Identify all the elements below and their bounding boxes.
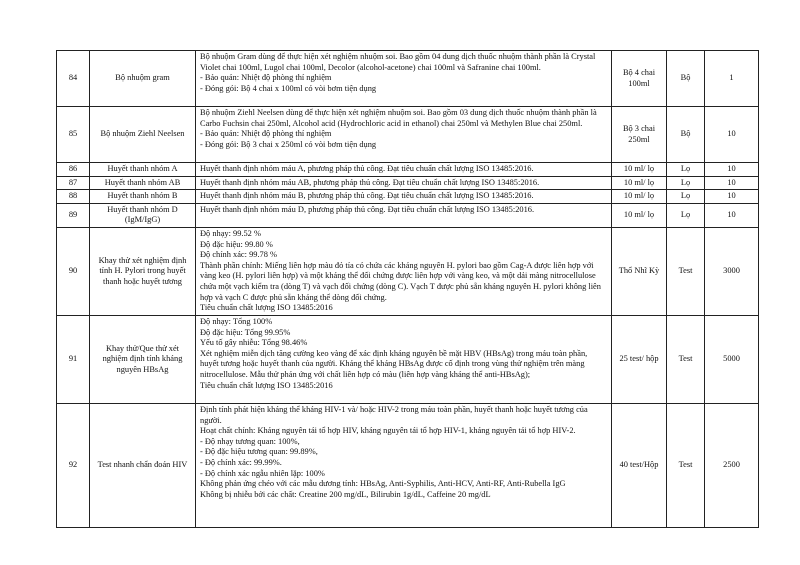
description-line: Thành phần chính: Miếng liên hợp màu đỏ tía có chứa các kháng nguyên H. pylori bao gồm Cag-A được liên hợp với vàng keo (H. pylori liên hợp) và một kháng thể đối chứng được liên hợp với vàng keo, và một dải màng nitrocellulose chứa một vạch kiểm tra (dòng T) và vạch đối chứng (dòng C). Vạch T được phủ sẵn kháng nguyên H. pylori không liên hợp và vạch C được phủ sẵn kháng thể dòng đối chứng. bbox=[200, 260, 601, 302]
row-number-cell: 87 bbox=[57, 176, 90, 190]
row-number-cell: 86 bbox=[57, 163, 90, 177]
description-line: - Độ chính xác: 99.99%. bbox=[200, 457, 282, 467]
row-number-cell: 88 bbox=[57, 190, 90, 204]
quantity-cell: 2500 bbox=[705, 403, 759, 527]
table-row bbox=[57, 51, 759, 107]
description-line: Độ đặc hiệu: Tổng 99.95% bbox=[200, 327, 291, 337]
unit-cell: Lọ bbox=[667, 163, 705, 177]
packaging-cell: 10 ml/ lọ bbox=[612, 176, 667, 190]
packaging-cell: 40 test/Hộp bbox=[612, 403, 667, 527]
packaging-cell: Bộ 4 chai 100ml bbox=[612, 51, 667, 107]
description-line: Không bị nhiễu bởi các chất: Creatine 200 mg/dL, Bilirubin 1g/dL, Caffeine 20 mg/dL bbox=[200, 489, 491, 499]
description-cell bbox=[196, 107, 612, 163]
unit-cell: Test bbox=[667, 227, 705, 315]
packaging-cell: 25 test/ hộp bbox=[612, 315, 667, 403]
description-line: - Độ đặc hiệu tương quan: 99.89%, bbox=[200, 447, 318, 457]
description-line: Tiêu chuẩn chất lượng ISO 13485:2016 bbox=[200, 303, 333, 313]
description-cell bbox=[196, 203, 612, 227]
table-row bbox=[57, 315, 759, 403]
quantity-cell: 10 bbox=[705, 107, 759, 163]
row-number-cell: 89 bbox=[57, 203, 90, 227]
packaging-cell: Thổ Nhĩ Kỳ bbox=[612, 227, 667, 315]
description-line: Không phản ứng chéo với các mẫu dương tính: HBsAg, Anti-Syphilis, Anti-HCV, Anti-RF, Anti-Rubella IgG bbox=[200, 479, 566, 489]
quantity-cell: 10 bbox=[705, 176, 759, 190]
description-line: Yếu tố gây nhiễu: Tổng 98.46% bbox=[200, 338, 308, 348]
table-row bbox=[57, 203, 759, 227]
description-cell bbox=[196, 163, 612, 177]
row-number-cell: 85 bbox=[57, 107, 90, 163]
item-name-cell: Huyết thanh nhóm B bbox=[90, 190, 196, 204]
row-number-cell: 90 bbox=[57, 227, 90, 315]
description-line: - Bảo quản: Nhiệt độ phòng thí nghiệm bbox=[200, 73, 332, 83]
description-line: Độ chính xác: 99.78 % bbox=[200, 250, 277, 260]
description-line: Huyết thanh định nhóm máu B, phương pháp thủ công. Đạt tiêu chuẩn chất lượng ISO 13485:2016. bbox=[200, 191, 534, 201]
description-cell bbox=[196, 51, 612, 107]
description-line: Định tính phát hiện kháng thể kháng HIV-1 và/ hoặc HIV-2 trong máu toàn phần, huyết thanh hoặc huyết tương của người. bbox=[200, 404, 588, 425]
unit-cell: Lọ bbox=[667, 190, 705, 204]
item-name-cell: Khay thử/Que thử xét nghiệm định tính kháng nguyên HBsAg bbox=[90, 315, 196, 403]
quantity-cell: 10 bbox=[705, 203, 759, 227]
row-number-cell: 92 bbox=[57, 403, 90, 527]
description-line: Bộ nhuộm Gram dùng để thực hiện xét nghiệm nhuộm soi. Bao gồm 04 dung dịch thuốc nhuộm thành phần là Crystal Violet chai 100ml, Lugol chai 100ml, Decolor (alcohol-acetone) chai 100ml và Safranine chai 100ml. bbox=[200, 52, 596, 72]
description-line: Huyết thanh định nhóm máu AB, phương pháp thủ công. Đạt tiêu chuẩn chất lượng ISO 13485:2016. bbox=[200, 177, 540, 187]
packaging-cell: Bộ 3 chai 250ml bbox=[612, 107, 667, 163]
description-line: Bộ nhuộm Ziehl Neelsen dùng để thực hiện xét nghiệm nhuộm soi. Bao gồm 03 dung dịch thuốc nhuộm thành phần là Carbo Fuchsin chai 250ml, Alcohol acid (Hydrochloric acid in ethanol) chai 250ml và Methylen Blue chai 250ml. bbox=[200, 108, 597, 128]
unit-cell: Bộ bbox=[667, 51, 705, 107]
table-body bbox=[57, 51, 759, 528]
description-line: - Đóng gói: Bộ 3 chai x 250ml có vòi bơm tiện dụng bbox=[200, 139, 377, 149]
table-row bbox=[57, 403, 759, 527]
description-cell bbox=[196, 227, 612, 315]
description-cell bbox=[196, 315, 612, 403]
description-line: Huyết thanh định nhóm máu D, phương pháp thủ công. Đạt tiêu chuẩn chất lượng ISO 13485:2016. bbox=[200, 204, 535, 214]
description-line: - Bảo quản: Nhiệt độ phòng thí nghiệm bbox=[200, 129, 332, 139]
quantity-cell: 10 bbox=[705, 190, 759, 204]
unit-cell: Bộ bbox=[667, 107, 705, 163]
quantity-cell: 1 bbox=[705, 51, 759, 107]
packaging-cell: 10 ml/ lọ bbox=[612, 203, 667, 227]
description-line: - Độ nhạy tương quan: 100%, bbox=[200, 436, 300, 446]
description-cell bbox=[196, 176, 612, 190]
table-row bbox=[57, 227, 759, 315]
description-line: - Độ chính xác ngẫu nhiên lặp: 100% bbox=[200, 468, 325, 478]
description-line: Xét nghiệm miễn dịch tăng cường keo vàng để xác định kháng nguyên bề mặt HBV (HBsAg) trong máu toàn phần, huyết tương hoặc huyết thanh của người. Kháng thể kháng HBsAg được cố định trong vùng thử nghiệm trên màng nitrocellulose. Mẫu thử phản ứng với chất liên hợp có màu (liên hợp vàng kháng thể anti-HBsAg); bbox=[200, 348, 588, 379]
quantity-cell: 5000 bbox=[705, 315, 759, 403]
description-line: - Đóng gói: Bộ 4 chai x 100ml có vòi bơm tiện dụng bbox=[200, 83, 377, 93]
description-cell bbox=[196, 403, 612, 527]
item-name-cell: Huyết thanh nhóm D (IgM/IgG) bbox=[90, 203, 196, 227]
description-line: Tiêu chuẩn chất lượng ISO 13485:2016 bbox=[200, 380, 333, 390]
item-name-cell: Huyết thanh nhóm A bbox=[90, 163, 196, 177]
unit-cell: Test bbox=[667, 403, 705, 527]
table-row bbox=[57, 163, 759, 177]
document-page bbox=[56, 50, 758, 528]
unit-cell: Lọ bbox=[667, 203, 705, 227]
item-name-cell: Bộ nhuộm gram bbox=[90, 51, 196, 107]
description-line: Độ đặc hiệu: 99.80 % bbox=[200, 239, 273, 249]
unit-cell: Lọ bbox=[667, 176, 705, 190]
quantity-cell: 3000 bbox=[705, 227, 759, 315]
packaging-cell: 10 ml/ lọ bbox=[612, 163, 667, 177]
item-name-cell: Bộ nhuộm Ziehl Neelsen bbox=[90, 107, 196, 163]
description-line: Huyết thanh định nhóm máu A, phương pháp thủ công. Đạt tiêu chuẩn chất lượng ISO 13485:2016. bbox=[200, 164, 534, 173]
item-name-cell: Test nhanh chẩn đoán HIV bbox=[90, 403, 196, 527]
description-line: Độ nhạy: 99.52 % bbox=[200, 228, 261, 238]
description-line: Hoạt chất chính: Kháng nguyên tái tổ hợp HIV, kháng nguyên tái tổ hợp HIV-1, kháng nguyên tái tổ hợp HIV-2. bbox=[200, 426, 576, 436]
equipment-table bbox=[56, 50, 759, 528]
row-number-cell: 91 bbox=[57, 315, 90, 403]
table-row bbox=[57, 107, 759, 163]
table-row bbox=[57, 176, 759, 190]
description-cell bbox=[196, 190, 612, 204]
item-name-cell: Khay thử xét nghiệm định tính H. Pylori trong huyết thanh hoặc huyết tương bbox=[90, 227, 196, 315]
packaging-cell: 10 ml/ lọ bbox=[612, 190, 667, 204]
row-number-cell: 84 bbox=[57, 51, 90, 107]
description-line: Độ nhạy: Tổng 100% bbox=[200, 316, 273, 326]
item-name-cell: Huyết thanh nhóm AB bbox=[90, 176, 196, 190]
unit-cell: Test bbox=[667, 315, 705, 403]
table-row bbox=[57, 190, 759, 204]
quantity-cell: 10 bbox=[705, 163, 759, 177]
